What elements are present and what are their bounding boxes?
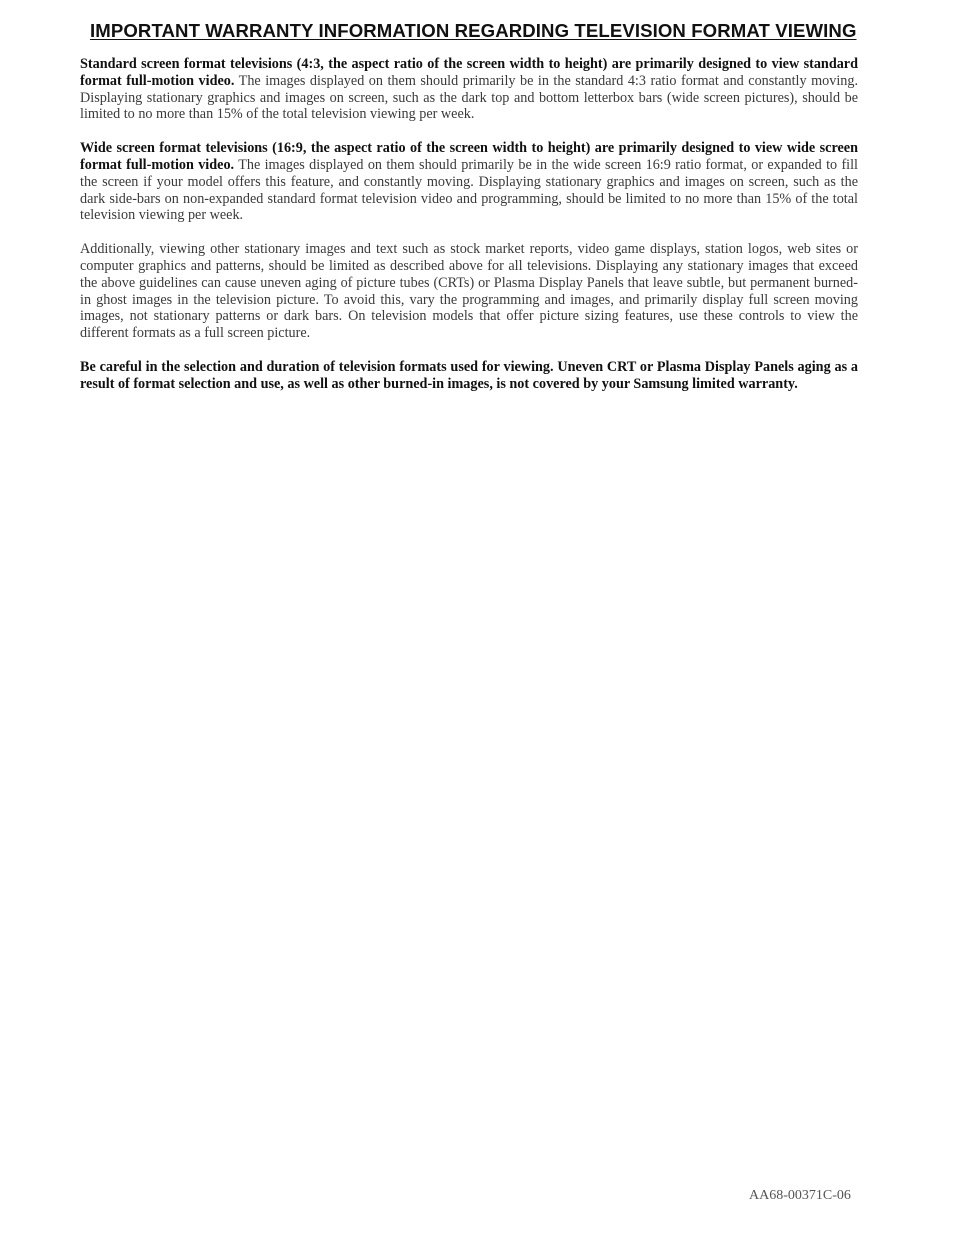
paragraph-warranty-notice: Be careful in the selection and duration of television formats used for viewing. Uneven CRT or Plasma Display Panels aging as a result of format selection and use, as well as other burned-in images, is not covered by your Samsung limited warranty. xyxy=(80,358,858,392)
warranty-page xyxy=(80,20,858,410)
paragraph-standard-screen xyxy=(80,56,858,123)
paragraph-stationary-images: Additionally, viewing other stationary images and text such as stock market reports, video game displays, station logos, web sites or computer graphics and patterns, should be limited as described above for all televisions. Displaying any stationary images that exceed the above guidelines can cause uneven aging of picture tubes (CRTs) or Plasma Display Panels that leave subtle, but permanent burned-in ghost images in the television picture. To avoid this, vary the programming and images, and primarily display full screen moving images, not stationary patterns or dark bars. On television models that offer picture sizing features, use these controls to view the different formats as a full screen picture. xyxy=(80,241,858,342)
page-title: IMPORTANT WARRANTY INFORMATION REGARDING TELEVISION FORMAT VIEWING xyxy=(90,20,857,41)
paragraph-standard-screen-body: The images displayed on them should primarily be in the standard 4:3 ratio format and constantly moving. Displaying stationary graphics and images on screen, such as the dark top and bottom letterbox bars (wide screen pictures), should be limited to no more than 15% of the total television viewing per week. xyxy=(80,72,858,123)
paragraph-standard-screen-lead: Standard screen format televisions (4:3, the aspect ratio of the screen width to height) are primarily designed to view standard format full-motion video. xyxy=(80,56,858,89)
paragraph-wide-screen-lead: Wide screen format televisions (16:9, the aspect ratio of the screen width to height) are primarily designed to view wide screen format full-motion video. xyxy=(80,140,858,173)
paragraph-wide-screen xyxy=(80,140,858,224)
paragraph-wide-screen-body: The images displayed on them should primarily be in the wide screen 16:9 ratio format, or expanded to fill the screen if your model offers this feature, and constantly moving. Displaying stationary graphics and images on screen, such as the dark side-bars on non-expanded standard format television video and programming, should be limited to no more than 15% of the total television viewing per week. xyxy=(80,156,859,224)
document-code: AA68-00371C-06 xyxy=(749,1188,851,1203)
